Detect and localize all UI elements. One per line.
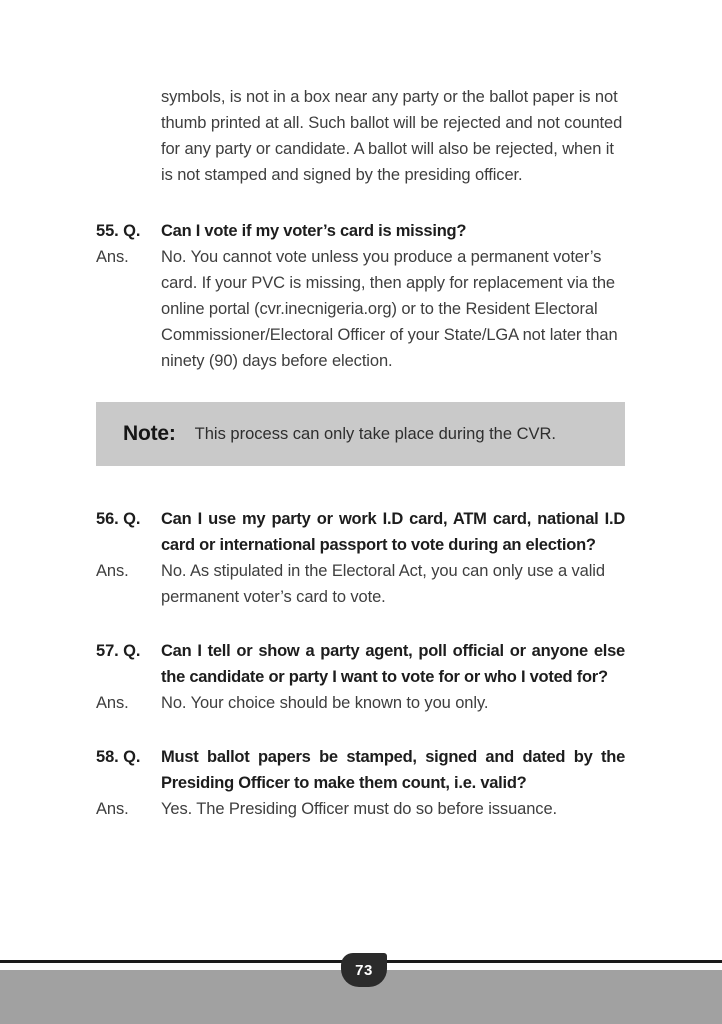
question-row <box>96 218 625 244</box>
answer-text: No. Your choice should be known to you only. <box>161 694 489 712</box>
question-text: Must ballot papers be stamped, signed and dated by the Presiding Officer to make them count, i.e. valid? <box>161 748 625 792</box>
answer-row <box>96 558 625 610</box>
qa-item-58 <box>96 744 625 822</box>
answer-row <box>96 244 625 374</box>
answer-text: No. You cannot vote unless you produce a permanent voter’s card. If your PVC is missing, then apply for replacement via the online portal (cvr.inecnigeria.org) or to the Resident Electoral Commissioner/Electoral Officer of your State/LGA not later than ninety (90) days before election. <box>161 248 618 370</box>
question-text: Can I vote if my voter’s card is missing? <box>161 222 467 240</box>
answer-label: Ans. <box>96 694 129 712</box>
note-label: Note: <box>123 422 176 445</box>
question-text: Can I use my party or work I.D card, ATM card, national I.D card or international passport to vote during an election? <box>161 510 625 554</box>
question-row <box>96 744 625 796</box>
qa-item-56 <box>96 506 625 610</box>
answer-text: Yes. The Presiding Officer must do so before issuance. <box>161 800 558 818</box>
answer-row <box>96 690 625 716</box>
note-box <box>96 402 625 466</box>
page-number-badge <box>341 953 387 987</box>
note-text: This process can only take place during the CVR. <box>194 424 557 443</box>
question-number: 56. Q. <box>96 510 141 528</box>
question-number: 55. Q. <box>96 222 141 240</box>
question-text: Can I tell or show a party agent, poll official or anyone else the candidate or party I want to vote for or who I voted for? <box>161 642 625 686</box>
qa-item-57 <box>96 638 625 716</box>
answer-label: Ans. <box>96 800 129 818</box>
question-number: 57. Q. <box>96 642 141 660</box>
answer-label: Ans. <box>96 248 129 266</box>
answer-row <box>96 796 625 822</box>
intro-paragraph: symbols, is not in a box near any party or the ballot paper is not thumb printed at all. Such ballot will be rejected and not counted for any party or candidate. A ballot will also be rejected, when it is not stamped and signed by the presiding officer. <box>161 88 623 184</box>
question-row <box>96 638 625 690</box>
answer-label: Ans. <box>96 562 129 580</box>
question-number: 58. Q. <box>96 748 141 766</box>
page-content <box>96 84 625 822</box>
answer-text: No. As stipulated in the Electoral Act, you can only use a valid permanent voter’s card to vote. <box>161 562 605 606</box>
question-row <box>96 506 625 558</box>
qa-item-55 <box>96 218 625 374</box>
page-number: 73 <box>355 961 373 979</box>
